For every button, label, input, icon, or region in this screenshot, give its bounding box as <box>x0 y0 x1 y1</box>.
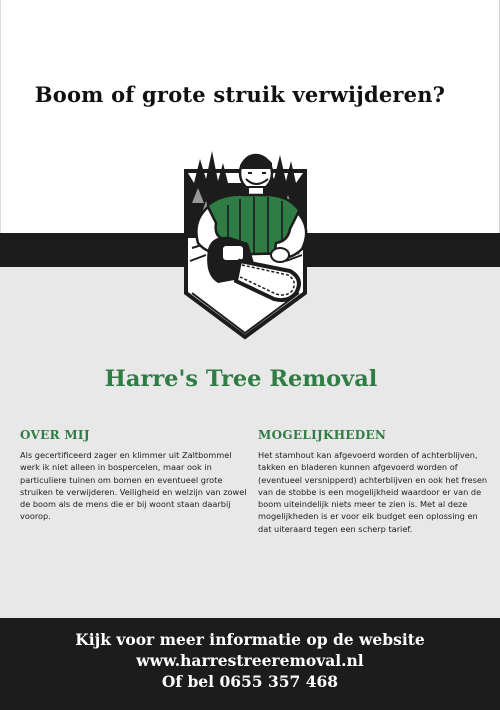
options-line: dat uiteraard tegen een scherp tarief. <box>258 523 413 534</box>
about-text <box>20 449 250 523</box>
options-line: van de stobbe is een mogelijkheid waardoor er van de <box>258 486 482 497</box>
options-line: Het stamhout kan afgevoerd worden of achterblijven, <box>258 450 478 460</box>
about-heading: OVER MIJ <box>20 428 90 442</box>
options-line: mogelijkheden is er voor elk budget een oplossing en <box>258 511 478 522</box>
page-title: Boom of grote struik verwijderen? <box>34 82 446 107</box>
options-heading: MOGELIJKHEDEN <box>258 428 387 442</box>
footer-website-link[interactable]: www.harrestreeremoval.nl <box>136 651 364 670</box>
options-text <box>258 449 488 535</box>
lumberjack-chainsaw-icon <box>178 143 313 343</box>
options-line: boom uiteindelijk niets meer te zien is. Met al deze <box>258 499 468 510</box>
about-line: Als gecertificeerd zager en klimmer uit Zaltbommel <box>20 450 232 460</box>
about-line: particuliere tuinen om bomen en eventueel grote <box>20 474 223 485</box>
footer <box>0 618 500 710</box>
footer-info-text: Kijk voor meer informatie op de website <box>75 630 425 649</box>
footer-phone[interactable]: Of bel 0655 357 468 <box>161 672 339 691</box>
options-line: (eventueel versnipperd) achterblijven en ook het fresen <box>258 474 488 485</box>
options-line: takken en bladeren kunnen afgevoerd worden of <box>258 462 458 473</box>
about-line: voorop. <box>20 511 51 522</box>
about-line: werk ik niet alleen in bospercelen, maar ook in <box>20 462 212 473</box>
about-line: struiken te verwijderen. Veiligheid en welzijn van zowel <box>20 486 247 497</box>
brand-name: Harre's Tree Removal <box>104 366 378 392</box>
about-line: de boom als de mens die er bij woont staan daarbij <box>20 499 231 510</box>
